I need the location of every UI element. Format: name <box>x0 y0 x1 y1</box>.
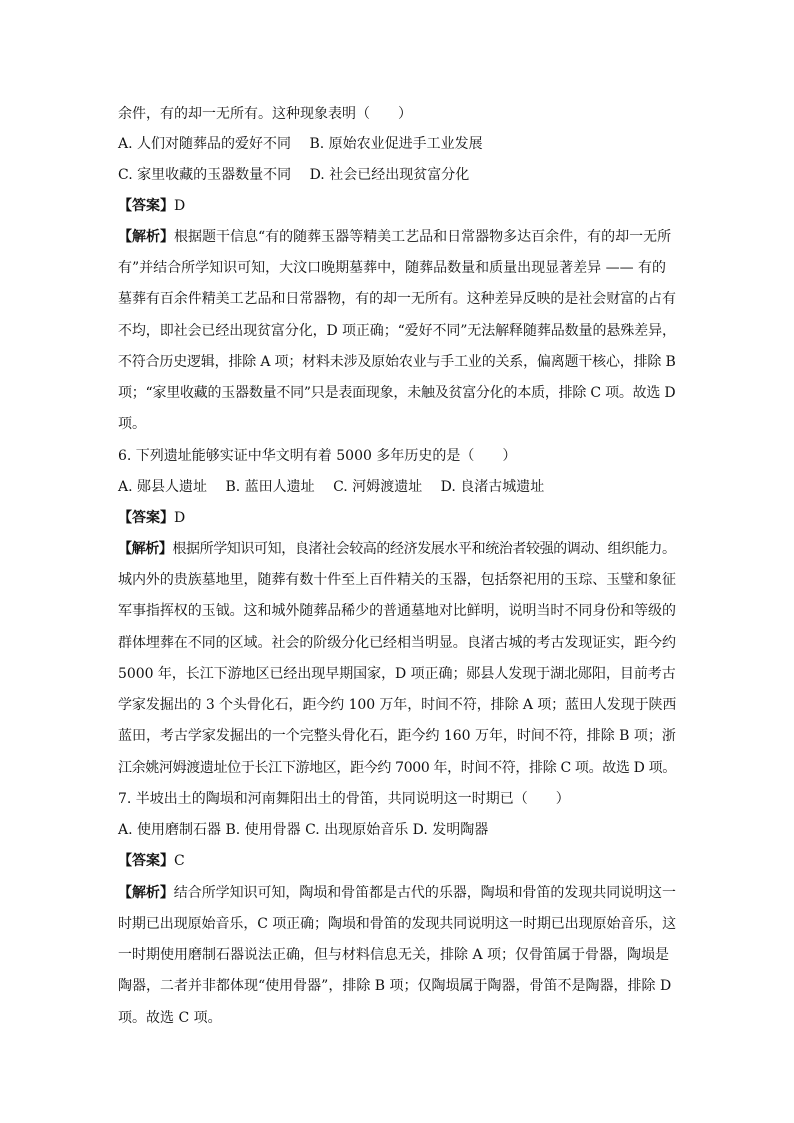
analysis-label: 【解析】 <box>118 885 174 901</box>
answer-label: 【答案】 <box>118 853 174 869</box>
answer-label: 【答案】 <box>118 510 174 526</box>
q5-analysis-line: 项；“家里收藏的玉器数量不同”只是表面现象，未触及贫富分化的本质，排除 C 项。故选 D <box>118 385 676 401</box>
q6-analysis-line <box>118 539 676 559</box>
q5-analysis-line: 项。 <box>118 416 146 432</box>
q5-analysis-line: 不均，即社会已经出现贫富分化，D 项正确；“爱好不同”无法解释随葬品数量的悬殊差异， <box>118 323 676 339</box>
q5-options-row2: C. 家里收藏的玉器数量不同 D. 社会已经出现贫富分化 <box>118 167 470 183</box>
q5-analysis-line <box>118 227 671 247</box>
q7-analysis-line <box>118 883 676 903</box>
q7-analysis-line: 项。故选 C 项。 <box>118 1010 222 1026</box>
analysis-text: 结合所学知识可知，陶埙和骨笛都是古代的乐器，陶埙和骨笛的发现共同说明这一 <box>173 885 676 901</box>
analysis-label: 【解析】 <box>118 541 173 557</box>
analysis-text: 根据所学知识可知，良渚社会较高的经济发展水平和统治者较强的调动、组织能力。 <box>172 541 676 557</box>
analysis-text: 根据题干信息“有的随葬玉器等精美工艺品和日常器物多达百余件，有的却一无所 <box>174 229 672 245</box>
q7-answer <box>118 851 185 871</box>
q5-analysis-line: 墓葬有百余件精美工艺品和日常器物，有的却一无所有。这种差异反映的是社会财富的占有 <box>118 291 676 307</box>
q7-analysis-line: 一时期使用磨制石器说法正确，但与材料信息无关，排除 A 项；仅骨笛属于骨器，陶埙是 <box>118 947 670 963</box>
q6-analysis-line: 5000 年，长江下游地区已经出现早期国家，D 项正确；郧县人发现于湖北郧阳，目前考古 <box>118 666 676 682</box>
answer-value: C <box>174 853 185 869</box>
q7-stem: 7. 半坡出土的陶埙和河南舞阳出土的骨笛，共同说明这一时期已（ ） <box>118 791 570 807</box>
q6-stem: 6. 下列遗址能够实证中华文明有着 5000 多年历史的是（ ） <box>118 448 517 464</box>
q5-answer <box>118 196 185 216</box>
q6-analysis-line: 蓝田，考古学家发掘出的一个完整头骨化石，距今约 160 万年，时间不符，排除 B 项；浙 <box>118 728 676 744</box>
q5-options-row1: A. 人们对随葬品的爱好不同 B. 原始农业促进手工业发展 <box>118 136 483 152</box>
q6-analysis-line: 学家发掘出的 3 个头骨化石，距今约 100 万年，时间不符，排除 A 项；蓝田人发现于陕西 <box>118 697 677 713</box>
q7-options: A. 使用磨制石器 B. 使用骨器 C. 出现原始音乐 D. 发明陶器 <box>118 822 489 838</box>
q6-options: A. 郧县人遗址 B. 蓝田人遗址 C. 河姆渡遗址 D. 良渚古城遗址 <box>118 479 545 495</box>
q6-analysis-line: 军事指挥权的玉钺。这和城外随葬品稀少的普通墓地对比鲜明，说明当时不同身份和等级的 <box>118 603 676 619</box>
q7-analysis-line: 时期已出现原始音乐，C 项正确；陶埙和骨笛的发现共同说明这一时期已出现原始音乐，这 <box>118 916 677 932</box>
q5-stem-end: 余件，有的却一无所有。这种现象表明（ ） <box>118 106 412 122</box>
q7-analysis-line: 陶器，二者并非都体现“使用骨器”，排除 B 项；仅陶埙属于陶器，骨笛不是陶器，排除 D <box>118 978 672 994</box>
q6-analysis-line: 城内外的贵族墓地里，随葬有数十件至上百件精关的玉器，包括祭祀用的玉琮、玉璧和象征 <box>118 572 676 588</box>
q6-answer <box>118 508 185 528</box>
answer-label: 【答案】 <box>118 198 174 214</box>
q5-analysis-line: 有”并结合所学知识可知，大汶口晚期墓葬中，随葬品数量和质量出现显著差异 —— 有的 <box>118 260 667 276</box>
q6-analysis-line: 江余姚河姆渡遗址位于长江下游地区，距今约 7000 年，时间不符，排除 C 项。故选 D 项。 <box>118 760 676 776</box>
analysis-label: 【解析】 <box>118 229 174 245</box>
answer-value: D <box>174 198 186 214</box>
answer-value: D <box>174 510 186 526</box>
q5-analysis-line: 不符合历史逻辑，排除 A 项；材料未涉及原始农业与手工业的关系，偏离题干核心，排除 B <box>118 354 676 370</box>
q6-analysis-line: 群体埋葬在不同的区域。社会的阶级分化已经相当明显。良渚古城的考古发现证实，距今约 <box>118 635 676 651</box>
